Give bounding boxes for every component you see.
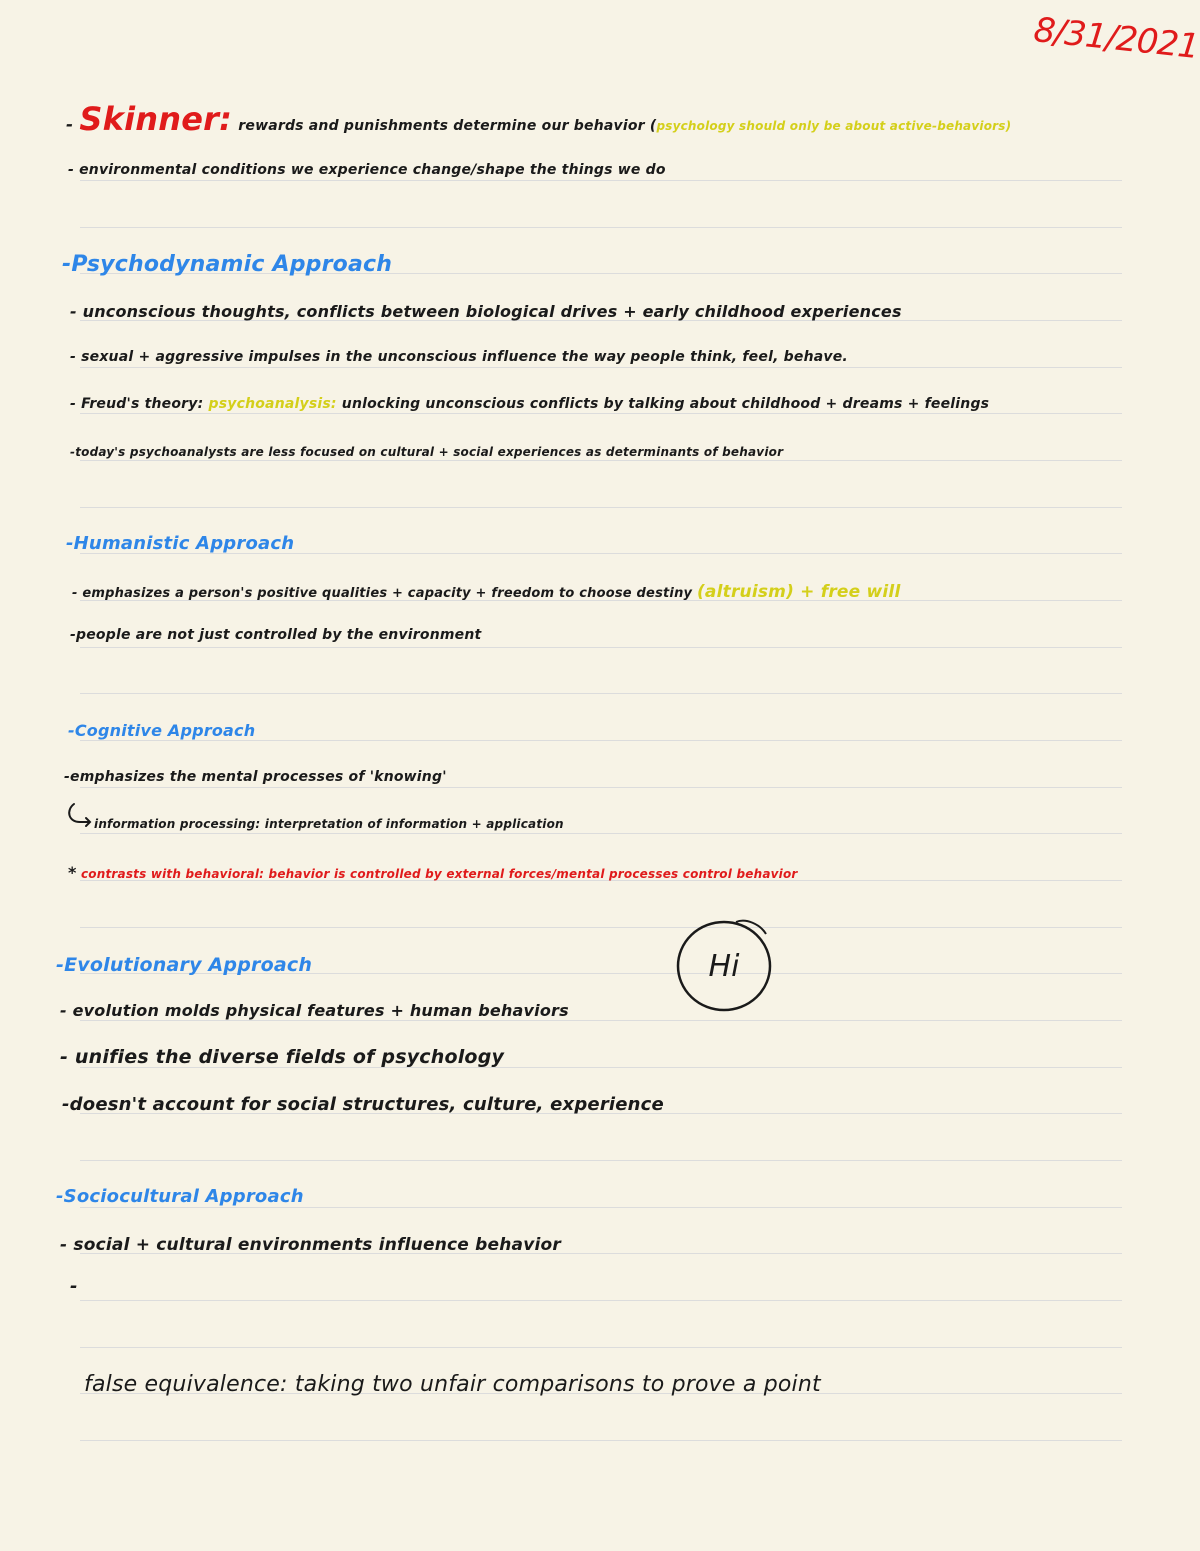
skinner-environment: environmental conditions we experience change/shape the things we do [79, 162, 666, 178]
ruled-line [80, 693, 1122, 694]
ruled-line [80, 1160, 1122, 1161]
evolutionary-bullet-2 [60, 1046, 504, 1068]
ruled-line [80, 1207, 1122, 1208]
sociocultural-bullet-2 [70, 1276, 78, 1297]
bullet-dash: - [56, 954, 65, 976]
sociocultural-heading [56, 1186, 304, 1207]
bullet-dash: - [60, 1046, 69, 1068]
cognitive-heading [68, 721, 255, 740]
freud-text: unlocking unconscious conflicts by talking about childhood + dreams + feelings [341, 396, 990, 412]
evolutionary-bullet-1 [60, 1001, 569, 1020]
false-equivalence-note: false equivalence: taking two unfair comparisons to prove a point [84, 1372, 821, 1397]
cognitive-contrast [68, 863, 798, 882]
skinner-line-2 [68, 162, 666, 178]
curved-arrow-icon [64, 800, 94, 830]
psychodynamic-bullet-text: sexual + aggressive impulses in the unconscious influence the way people think, feel, behave. [81, 349, 848, 365]
ruled-line [80, 1347, 1122, 1348]
ruled-line [80, 1300, 1122, 1301]
evolutionary-bullet-text: evolution molds physical features + human behaviors [72, 1001, 569, 1020]
bullet-dash: - [62, 1094, 70, 1115]
bullet-dash: - [56, 1186, 64, 1207]
ruled-line [80, 833, 1122, 834]
evolutionary-bullet-text: doesn't account for social structures, culture, experience [69, 1094, 664, 1115]
bullet-dash: - [62, 252, 72, 277]
psychodynamic-heading [62, 252, 392, 277]
ruled-line [80, 180, 1122, 181]
bullet-dash: - [68, 721, 75, 740]
evolutionary-bullet-3 [62, 1094, 664, 1115]
humanistic-bullet-text: emphasizes a person's positive qualities + capacity + freedom to choose destiny [82, 586, 693, 601]
ruled-line [80, 367, 1122, 368]
psychodynamic-bullet-text: unconscious thoughts, conflicts between biological drives + early childhood experiences [82, 302, 902, 321]
sociocultural-bullet-1 [60, 1235, 561, 1255]
evolutionary-bullet-text: unifies the diverse fields of psychology [74, 1046, 505, 1068]
cognitive-sub: information processing: interpretation of information + application [94, 817, 564, 831]
bullet-dash: - [70, 396, 77, 412]
cognitive-bullet-text: emphasizes the mental processes of 'knowing' [70, 769, 447, 785]
freud-prefix: Freud's theory: [81, 396, 204, 412]
cognitive-bullet-1 [64, 769, 447, 785]
ruled-line [80, 227, 1122, 228]
sociocultural-bullet-text: social + cultural environments influence behavior [73, 1235, 561, 1255]
bullet-dash: - [66, 115, 74, 135]
psychodynamic-bullet-2 [70, 349, 848, 365]
cognitive-contrast-text: contrasts with behavioral: behavior is controlled by external forces/mental processes control behavior [80, 867, 798, 881]
bullet-dash: - [66, 533, 74, 554]
skinner-name: Skinner: [79, 100, 233, 138]
evolutionary-title: Evolutionary Approach [64, 954, 313, 976]
ruled-line [80, 787, 1122, 788]
skinner-text: rewards and punishments determine our behavior ( [238, 118, 657, 134]
ruled-line [80, 507, 1122, 508]
evolutionary-heading [56, 954, 312, 976]
freud-term: psychoanalysis: [208, 396, 337, 412]
psychodynamic-last [70, 445, 783, 459]
ruled-line [80, 1440, 1122, 1441]
cognitive-title: Cognitive Approach [74, 721, 256, 740]
ruled-line [80, 647, 1122, 648]
humanistic-note: (altruism) + free will [696, 582, 901, 602]
bullet-dash: - [60, 1235, 68, 1255]
hi-text: Hi [708, 949, 740, 984]
bullet-dash: - [70, 627, 77, 643]
humanistic-bullet-2 [70, 627, 481, 643]
psychodynamic-title: Psychodynamic Approach [71, 252, 393, 277]
psychodynamic-bullet-1 [70, 302, 902, 321]
bullet-dash: - [64, 769, 71, 785]
hi-circle-doodle [676, 916, 772, 1012]
sociocultural-title: Sociocultural Approach [63, 1186, 304, 1207]
bullet-dash: - [70, 445, 76, 459]
skinner-line [66, 100, 1011, 138]
star-icon: * [68, 863, 77, 882]
ruled-line [80, 413, 1122, 414]
bullet-dash: - [70, 302, 77, 321]
ruled-line [80, 1020, 1122, 1021]
ruled-line [80, 740, 1122, 741]
ruled-line [80, 927, 1122, 928]
bullet-dash: - [60, 1001, 67, 1020]
bullet-dash: - [68, 162, 75, 178]
skinner-note: psychology should only be about active-behaviors) [656, 119, 1012, 133]
ruled-line [80, 460, 1122, 461]
humanistic-title: Humanistic Approach [73, 533, 295, 554]
note-date: 8/31/2021 [1031, 10, 1200, 68]
humanistic-bullet-text: people are not just controlled by the environment [76, 627, 482, 643]
bullet-dash: - [70, 1276, 78, 1297]
psychodynamic-last-text: today's psychoanalysts are less focused on cultural + social experiences as determinants of behavior [75, 445, 784, 459]
bullet-dash: - [70, 349, 77, 365]
bullet-dash: - [72, 586, 78, 601]
freud-line [70, 396, 989, 412]
humanistic-heading [66, 533, 294, 554]
humanistic-bullet-1 [72, 582, 901, 602]
